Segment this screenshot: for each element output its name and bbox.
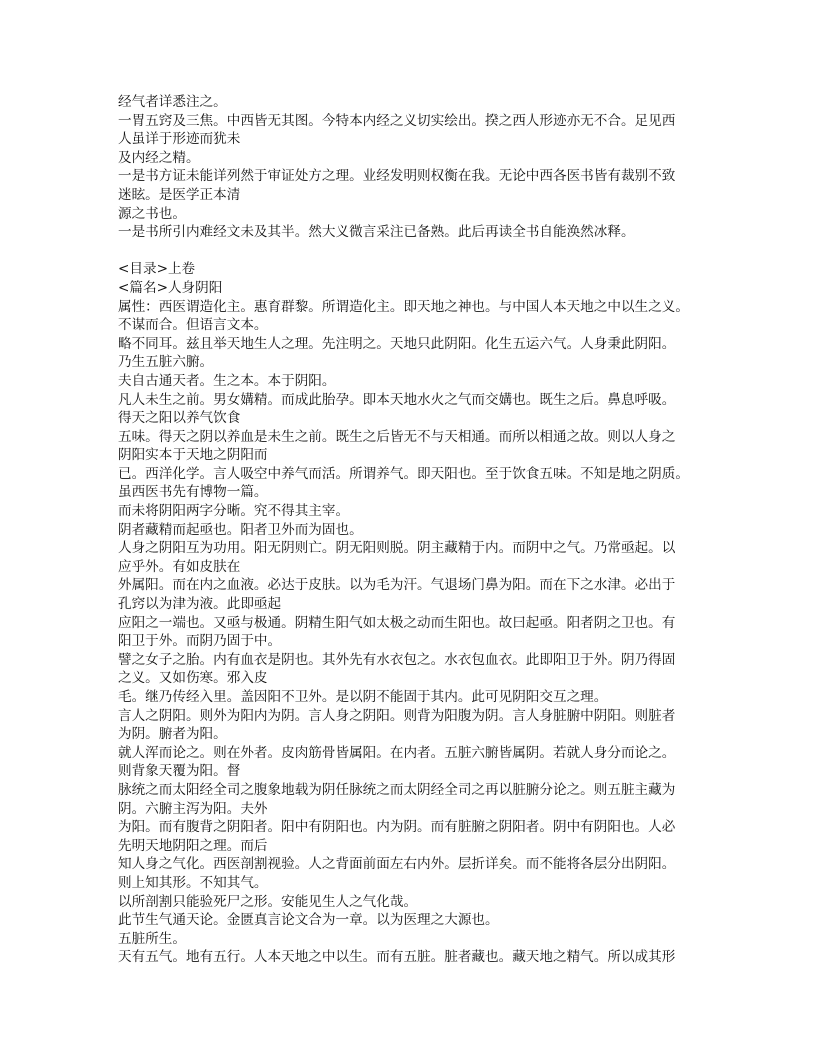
text-line: 阴。六腑主泻为阳。夫外 [118,800,268,817]
text-line: 经气者详悉注之。 [118,94,227,110]
text-line: 迷眩。是医学正本清 [118,186,241,203]
blank-line [118,242,704,261]
text-line: <篇名>人身阴阳 [118,279,223,296]
text-line: 以所剖割只能验死尸之形。安能见生人之气化哉。 [118,893,418,910]
text-line: <目录>上卷 [118,261,196,278]
text-line: 言人之阴阳。则外为阳内为阴。言人身之阴阳。则背为阳腹为阴。言人身脏腑中阴阳。则脏者 [118,707,676,724]
text-line: 则上知其形。不知其气。 [118,874,268,891]
text-line: 则背象天覆为阳。督 [118,763,241,780]
text-line: 之义。又如伤寒。邪入皮 [118,670,268,687]
text-line: 一是书所引内难经文未及其半。然大义微言采注已备熟。此后再读全书自能涣然冰释。 [118,224,635,241]
text-line: 不谋而合。但语言文本。 [118,317,268,334]
text-line: 属性：西医谓造化主。惠育群黎。所谓造化主。即天地之神也。与中国人本天地之中以生之义。 [118,298,689,315]
text-line: 先明天地阴阳之理。而后 [118,837,268,854]
text-line: 乃生五脏六腑。 [118,354,214,371]
text-line: 人身之阴阳互为功用。阳无阴则亡。阴无阳则脱。阴主藏精于内。而阴中之气。乃常亟起。以 [118,540,676,557]
text-line: 脉统之而太阳经全司之腹象地载为阴任脉统之而太阴经全司之再以脏腑分论之。则五脏主藏为 [118,781,676,798]
text-line: 阴阳实本于天地之阴阳而 [118,447,268,464]
text-line: 外属阳。而在内之血液。必达于皮肤。以为毛为汗。气退场门鼻为阳。而在下之水津。必出于 [118,577,676,594]
text-line: 一胃五窍及三焦。中西皆无其图。今特本内经之义切实绘出。揆之西人形迹亦无不合。足见西 [118,112,676,129]
text-line: 孔窍以为津为液。此即亟起 [118,596,282,613]
text-line: 凡人未生之前。男女媾精。而成此胎孕。即本天地水火之气而交媾也。既生之后。鼻息呼吸。 [118,391,676,408]
text-line: 为阳。而有腹背之阴阳者。阳中有阴阳也。内为阴。而有脏腑之阴阳者。阴中有阴阳也。人必 [118,819,676,836]
text-line: 得天之阳以养气饮食 [118,410,241,427]
text-line: 毛。继乃传经入里。盖因阳不卫外。是以阴不能固于其内。此可见阴阳交互之理。 [118,689,608,705]
text-line: 而未将阴阳两字分晰。究不得其主宰。 [118,503,350,520]
text-line: 略不同耳。兹且举天地生人之理。先注明之。天地只此阴阳。化生五运六气。人身秉此阴阳。 [118,335,676,352]
text-line: 五味。得天之阴以养血是未生之前。既生之后皆无不与天相通。而所以相通之故。则以人身之 [118,428,676,445]
text-line: 虽西医书先有博物一篇。 [118,484,268,501]
document-page [118,93,704,967]
text-line: 应乎外。有如皮肤在 [118,558,241,575]
text-line: 阴者藏精而起亟也。阳者卫外而为固也。 [118,521,363,538]
text-line: 知人身之气化。西医剖割视验。人之背面前面左右内外。层折详矣。而不能将各层分出阴阳。 [118,856,676,873]
text-line: 源之书也。 [118,205,186,222]
text-line: 阳卫于外。而阴乃固于中。 [118,633,282,650]
text-line: 应阳之一端也。又亟与极通。阴精生阳气如太极之动而生阳也。故曰起亟。阳者阴之卫也。有 [118,614,676,631]
text-line: 此节生气通天论。金匮真言论文合为一章。以为医理之大源也。 [118,912,499,929]
text-line: 五脏所生。 [118,930,186,947]
text-line: 譬之女子之胎。内有血衣是阴也。其外先有水衣包之。水衣包血衣。此即阳卫于外。阴乃得固 [118,651,676,668]
text-line: 人虽详于形迹而犹未 [118,131,241,148]
text-line: 天有五气。地有五行。人本天地之中以生。而有五脏。脏者藏也。藏天地之精气。所以成其形 [118,949,676,966]
text-line: 一是书方证未能详列然于审证处方之理。业经发明则权衡在我。无论中西各医书皆有裁别不致 [118,168,676,185]
text-line: 及内经之精。 [118,149,200,166]
text-line: 就人浑而论之。则在外者。皮肉筋骨皆属阳。在内者。五脏六腑皆属阴。若就人身分而论之。 [118,744,676,761]
text-line: 为阴。腑者为阳。 [118,726,227,743]
text-line: 已。西洋化学。言人吸空中养气而活。所谓养气。即天阳也。至于饮食五味。不知是地之阴质。 [118,465,689,482]
document-body [118,93,704,967]
text-line: 夫自古通天者。生之本。本于阴阳。 [118,372,336,389]
